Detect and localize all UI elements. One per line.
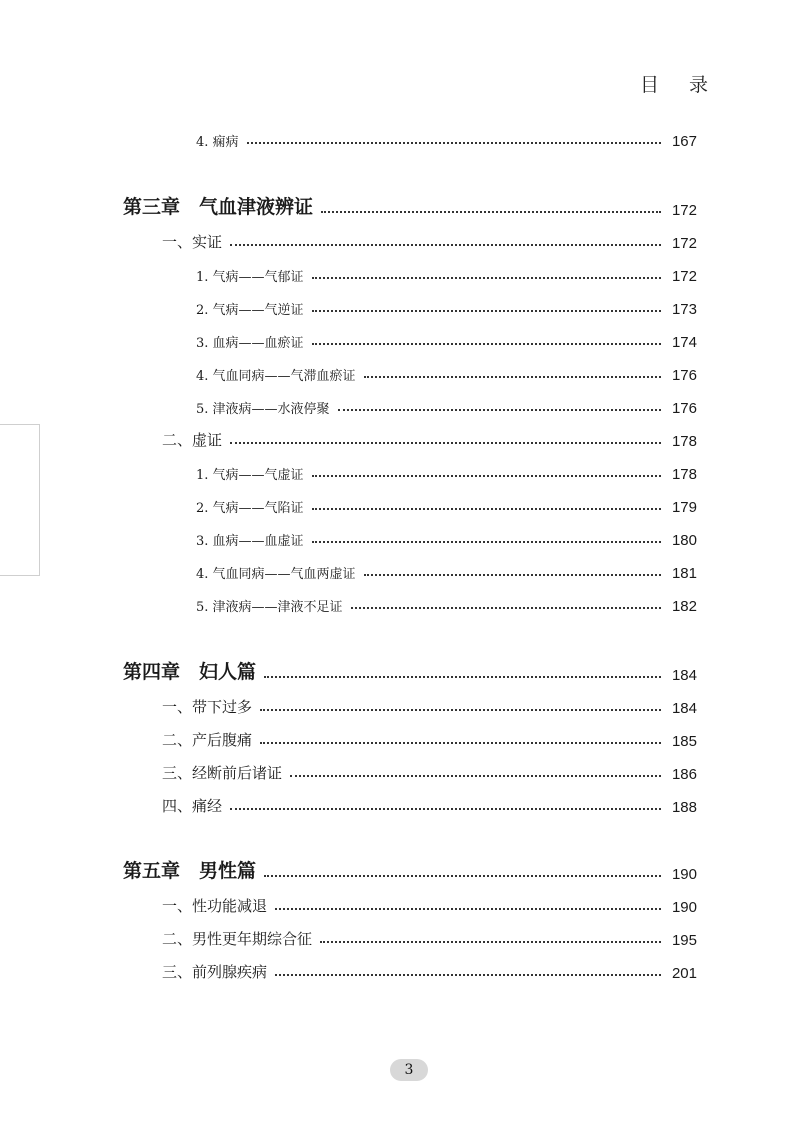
- toc-entry-page-number: 184: [671, 667, 697, 684]
- dot-leader: [312, 310, 661, 312]
- dot-leader: [264, 875, 661, 877]
- toc-entry-label: 三、前列腺疾病: [162, 963, 268, 981]
- toc-entry-label: 3. 血病——血瘀证: [196, 336, 304, 351]
- dot-leader: [247, 142, 661, 144]
- toc-entry-sub: [0, 124, 800, 150]
- toc-entry-sub: [0, 556, 800, 582]
- dot-leader: [338, 409, 661, 411]
- toc-entry-label: 二、产后腹痛: [162, 731, 253, 749]
- toc-entry-page-number: 172: [671, 202, 697, 219]
- dot-leader: [312, 343, 661, 345]
- toc-entry-label: 2. 气病——气逆证: [196, 303, 304, 318]
- toc-entry-page-number: 174: [671, 334, 697, 351]
- toc-entry-sub: [0, 325, 800, 351]
- toc-entry-label: 5. 津液病——津液不足证: [196, 600, 343, 615]
- toc-entry-page-number: 195: [671, 932, 697, 949]
- toc-entry-label: 三、经断前后诸证: [162, 764, 283, 782]
- toc-entry-label: 一、实证: [162, 233, 223, 251]
- running-title: 目 录: [640, 74, 721, 96]
- toc-entry-page-number: 176: [671, 367, 697, 384]
- toc-entry-page-number: 190: [671, 866, 697, 883]
- dot-leader: [351, 607, 661, 609]
- toc-entry-page-number: 186: [671, 766, 697, 783]
- dot-leader: [312, 277, 661, 279]
- toc-entry-chapter: [0, 857, 800, 883]
- dot-leader: [312, 541, 661, 543]
- toc-entry-sub: [0, 457, 800, 483]
- toc-entry-page-number: 178: [671, 466, 697, 483]
- toc-entry-label: 二、虚证: [162, 431, 223, 449]
- toc-entry-sub: [0, 490, 800, 516]
- dot-leader: [321, 211, 661, 213]
- toc-entry-page-number: 172: [671, 268, 697, 285]
- toc-entry-page-number: 188: [671, 799, 697, 816]
- toc-entry-label: 3. 血病——血虚证: [196, 534, 304, 549]
- toc-entry-page-number: 190: [671, 899, 697, 916]
- toc-entry-label: 1. 气病——气郁证: [196, 270, 304, 285]
- toc-entry-label: 二、男性更年期综合征: [162, 930, 313, 948]
- toc-entry-sub: [0, 292, 800, 318]
- toc-entry-chapter: [0, 658, 800, 684]
- toc-entry-page-number: 179: [671, 499, 697, 516]
- toc-entry-sub: [0, 391, 800, 417]
- toc-entry-label: 5. 津液病——水液停聚: [196, 402, 330, 417]
- dot-leader: [275, 974, 661, 976]
- toc-entry-page-number: 167: [671, 133, 697, 150]
- dot-leader: [320, 941, 661, 943]
- toc-entry-page-number: 176: [671, 400, 697, 417]
- dot-leader: [264, 676, 661, 678]
- toc-entry-page-number: 178: [671, 433, 697, 450]
- toc-entry-label: 四、痛经: [162, 797, 223, 815]
- toc-entry-section: [0, 956, 800, 982]
- toc-entry-sub: [0, 259, 800, 285]
- toc-entry-page-number: 181: [671, 565, 697, 582]
- toc-entry-section: [0, 424, 800, 450]
- dot-leader: [364, 376, 661, 378]
- dot-leader: [230, 244, 661, 246]
- toc-entry-page-number: 172: [671, 235, 697, 252]
- dot-leader: [364, 574, 661, 576]
- toc-entry-page-number: 184: [671, 700, 697, 717]
- toc-entry-label: 4. 气血同病——气血两虚证: [196, 567, 356, 582]
- toc-entry-label: 1. 气病——气虚证: [196, 468, 304, 483]
- toc-entry-label: 第五章 男性篇: [123, 861, 257, 882]
- toc-entry-section: [0, 691, 800, 717]
- page-number-badge: 3: [390, 1059, 428, 1081]
- dot-leader: [230, 442, 661, 444]
- dot-leader: [312, 475, 661, 477]
- toc-entry-page-number: 185: [671, 733, 697, 750]
- toc-entry-section: [0, 923, 800, 949]
- toc-entry-sub: [0, 358, 800, 384]
- toc-entry-label: 第四章 妇人篇: [123, 662, 257, 683]
- toc-entry-page-number: 182: [671, 598, 697, 615]
- toc-entry-label: 一、带下过多: [162, 698, 253, 716]
- toc-entry-page-number: 180: [671, 532, 697, 549]
- toc-entry-chapter: [0, 193, 800, 219]
- toc-entry-label: 第三章 气血津液辨证: [123, 197, 314, 218]
- dot-leader: [275, 908, 661, 910]
- toc-entry-label: 4. 气血同病——气滞血瘀证: [196, 369, 356, 384]
- toc-entry-section: [0, 790, 800, 816]
- toc-entry-section: [0, 226, 800, 252]
- dot-leader: [260, 742, 661, 744]
- toc-entry-section: [0, 890, 800, 916]
- dot-leader: [230, 808, 661, 810]
- toc-entry-label: 2. 气病——气陷证: [196, 501, 304, 516]
- dot-leader: [260, 709, 661, 711]
- toc-entry-section: [0, 757, 800, 783]
- toc-entry-section: [0, 724, 800, 750]
- dot-leader: [290, 775, 661, 777]
- toc-entry-sub: [0, 589, 800, 615]
- toc-entry-label: 4. 痫病: [196, 135, 239, 150]
- dot-leader: [312, 508, 661, 510]
- toc-entry-page-number: 173: [671, 301, 697, 318]
- toc-entry-page-number: 201: [671, 965, 697, 982]
- toc-entry-sub: [0, 523, 800, 549]
- toc-entry-label: 一、性功能减退: [162, 897, 268, 915]
